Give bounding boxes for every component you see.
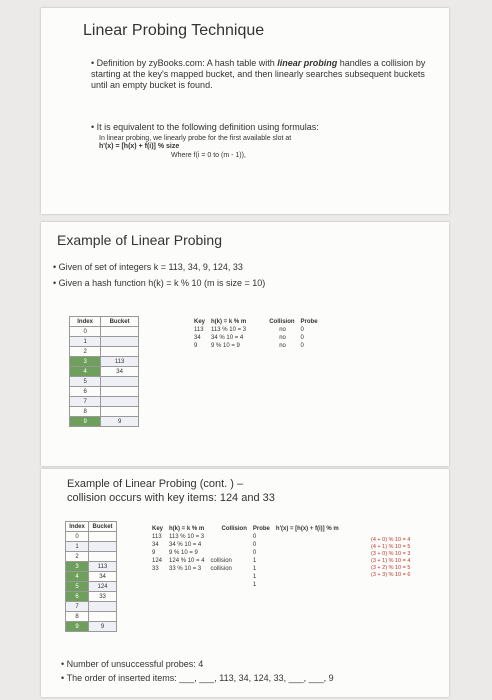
table-row <box>191 326 321 334</box>
key-hash-table <box>149 525 342 589</box>
key-hash-table <box>191 318 321 350</box>
bullet-dot: • <box>91 58 97 68</box>
probe-cell: 1 <box>252 558 257 564</box>
key-cell: 113 <box>152 534 162 540</box>
table-row <box>149 565 342 573</box>
bullet-dot: • <box>91 122 97 132</box>
index-cell: 5 <box>70 377 101 387</box>
slide2-title: Example of Linear Probing <box>57 232 222 248</box>
table-row <box>149 549 342 557</box>
probe-cell: 0 <box>252 550 257 556</box>
calc-line: (4 + 0) % 10 = 4 <box>371 537 411 543</box>
rehash-cell <box>273 549 342 557</box>
index-cell: 5 <box>66 582 89 592</box>
index-cell: 8 <box>66 612 89 622</box>
probe-cell: 0 <box>300 327 304 333</box>
bucket-cell: 113 <box>89 562 117 572</box>
rehash-calculations <box>371 537 410 579</box>
probe-cell: 1 <box>252 566 257 572</box>
collision-cell <box>208 533 250 541</box>
table-row <box>149 581 342 589</box>
rehash-header: h'(x) = [h(x) + f(i)] % m <box>275 526 339 532</box>
bucket-cell <box>89 602 117 612</box>
key-cell: 34 <box>152 542 159 548</box>
order-prefix-text: The order of inserted items: <box>66 673 180 683</box>
hash-cell: 34 % 10 = 4 <box>211 335 244 341</box>
index-cell: 7 <box>70 397 101 407</box>
index-header: Index <box>66 522 89 532</box>
collision-header: Collision <box>221 526 247 532</box>
rehash-cell <box>273 565 342 573</box>
bucket-cell <box>89 612 117 622</box>
bucket-cell: 113 <box>101 357 139 367</box>
index-cell: 3 <box>66 562 89 572</box>
hash-cell <box>166 573 208 581</box>
index-cell: 8 <box>70 407 101 417</box>
index-cell: 9 <box>66 622 89 632</box>
bucket-cell <box>101 397 139 407</box>
probe-header: Probe <box>300 319 318 325</box>
calc-line: (4 + 1) % 10 = 5 <box>371 544 411 550</box>
probe-cell: 0 <box>300 343 304 349</box>
key-cell <box>149 573 166 581</box>
calc-line: (3 + 3) % 10 = 6 <box>371 572 411 578</box>
bucket-cell <box>89 532 117 542</box>
hash-cell: 9 % 10 = 9 <box>211 343 240 349</box>
slide-linear-probing-technique <box>41 8 449 214</box>
hash-table <box>65 521 117 632</box>
bucket-cell <box>101 387 139 397</box>
table-row <box>149 573 342 581</box>
key-header: Key <box>152 526 164 532</box>
formula-line-2: h'(x) = [h(x) + f(i)] % size <box>99 143 180 150</box>
definition-text-prefix: Definition by zyBooks.com: A hash table with <box>96 58 278 68</box>
hash-cell: 113 % 10 = 3 <box>211 327 247 333</box>
bucket-cell: 9 <box>101 417 139 427</box>
bucket-cell <box>101 377 139 387</box>
hash-table <box>69 316 139 427</box>
key-cell: 124 <box>152 558 163 564</box>
key-cell: 9 <box>152 550 156 556</box>
collision-cell <box>208 541 250 549</box>
rehash-cell <box>273 533 342 541</box>
rehash-cell <box>273 581 342 589</box>
bucket-cell: 9 <box>89 622 117 632</box>
index-cell: 1 <box>66 542 89 552</box>
collision-cell <box>208 549 250 557</box>
slide1-title: Linear Probing Technique <box>83 22 265 39</box>
slide3-title-line2: collision occurs with key items: 124 and 33 <box>67 492 275 504</box>
definition-emphasis: linear probing <box>277 58 338 68</box>
key-cell: 113 <box>194 327 204 333</box>
key-cell: 34 <box>194 335 201 341</box>
hash-cell: 9 % 10 = 9 <box>169 550 198 556</box>
index-cell: 0 <box>70 327 101 337</box>
index-cell: 2 <box>70 347 101 357</box>
bucket-cell <box>101 347 139 357</box>
order-values-text: ___, ___, 113, 34, 124, 33, ___, ___, 9 <box>179 673 334 683</box>
hash-cell: 34 % 10 = 4 <box>169 542 202 548</box>
hash-header: h(k) = k % m <box>169 526 205 532</box>
index-cell: 6 <box>66 592 89 602</box>
table-row <box>149 541 342 549</box>
hash-cell <box>166 581 208 589</box>
bucket-cell <box>89 552 117 562</box>
probe-cell: 0 <box>252 534 257 540</box>
collision-cell: collision <box>210 558 232 564</box>
unsuccessful-probes-text: Number of unsuccessful probes: 4 <box>66 659 204 669</box>
formula-line-1: In linear probing, we linearly probe for the first available slot at <box>99 135 292 142</box>
slide-example-linear-probing <box>41 222 449 466</box>
slide3-bullet-probes: • Number of unsuccessful probes: 4 <box>61 659 204 669</box>
slide1-bullet-formula <box>91 122 431 133</box>
bucket-cell: 34 <box>101 367 139 377</box>
index-cell: 6 <box>70 387 101 397</box>
slide3-bullet-order: • The order of inserted items: ___, ___, 113, 34, 124, 33, ___, ___, 9 <box>61 673 334 683</box>
index-header: Index <box>70 317 101 327</box>
collision-cell: no <box>279 327 286 333</box>
probe-cell: 0 <box>300 335 304 341</box>
hash-cell: 113 % 10 = 3 <box>169 534 205 540</box>
table-row <box>149 533 342 541</box>
definition-text-suffix: handles a collision by starting at the key's mapped bucket, and then linearly searches subsequent buckets until an empty bucket is found. <box>91 58 426 90</box>
index-cell: 7 <box>66 602 89 612</box>
formula-intro: It is equivalent to the following definition using formulas: <box>96 122 319 132</box>
bucket-cell <box>89 542 117 552</box>
calc-line: (3 + 1) % 10 = 4 <box>371 558 411 564</box>
slide3-title <box>67 477 275 505</box>
table-row <box>149 557 342 565</box>
collision-cell: no <box>279 343 286 349</box>
collision-cell: no <box>279 335 286 341</box>
key-cell <box>149 581 166 589</box>
key-header: Key <box>194 319 206 325</box>
probe-cell: 1 <box>252 574 257 580</box>
bucket-cell <box>101 327 139 337</box>
slide2-bullet-hash: • Given a hash function h(k) = k % 10 (m is size = 10) <box>53 278 266 288</box>
slide2-bullet-integers: • Given of set of integers k = 113, 34, 9, 124, 33 <box>53 262 243 272</box>
index-cell: 3 <box>70 357 101 367</box>
slide3-title-line1: Example of Linear Probing (cont. ) – <box>67 478 244 490</box>
probe-cell: 0 <box>252 542 257 548</box>
slide1-bullet-definition <box>91 58 431 91</box>
hash-function-text: Given a hash function h(k) = k % 10 (m is size = 10) <box>58 278 266 288</box>
index-cell: 4 <box>70 367 101 377</box>
index-cell: 9 <box>70 417 101 427</box>
bucket-header: Bucket <box>101 317 139 327</box>
bucket-cell: 124 <box>89 582 117 592</box>
index-cell: 4 <box>66 572 89 582</box>
rehash-cell <box>273 557 342 565</box>
collision-header: Collision <box>269 319 295 325</box>
bucket-cell <box>101 407 139 417</box>
key-cell: 33 <box>152 566 159 572</box>
integers-text: Given of set of integers k = 113, 34, 9, 124, 33 <box>58 262 243 272</box>
hash-cell: 33 % 10 = 3 <box>169 566 202 572</box>
bucket-cell: 33 <box>89 592 117 602</box>
index-cell: 2 <box>66 552 89 562</box>
collision-cell <box>208 581 250 589</box>
probe-header: Probe <box>252 526 270 532</box>
rehash-cell <box>273 573 342 581</box>
collision-cell: collision <box>210 566 232 572</box>
calc-line: (3 + 2) % 10 = 5 <box>371 565 411 571</box>
bucket-cell <box>101 337 139 347</box>
index-cell: 1 <box>70 337 101 347</box>
formula-line-3: Where f(i = 0 to (m - 1)), <box>171 152 246 159</box>
hash-header: h(k) = k % m <box>211 319 247 325</box>
bucket-cell: 34 <box>89 572 117 582</box>
table-row <box>191 342 321 350</box>
calc-line: (3 + 0) % 10 = 3 <box>371 551 411 557</box>
bucket-header: Bucket <box>89 522 117 532</box>
table-row <box>191 334 321 342</box>
collision-cell <box>208 573 250 581</box>
hash-cell: 124 % 10 = 4 <box>169 558 205 564</box>
index-cell: 0 <box>66 532 89 542</box>
probe-cell: 1 <box>252 582 257 588</box>
slide-linear-probing-cont <box>41 469 449 697</box>
rehash-cell <box>273 541 342 549</box>
key-cell: 9 <box>194 343 198 349</box>
